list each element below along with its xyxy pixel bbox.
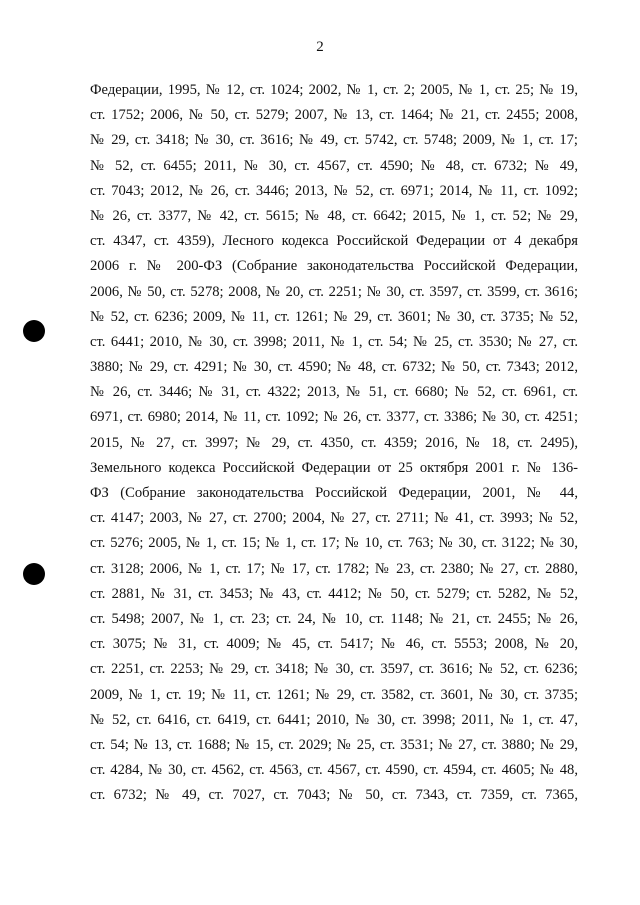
body-text-line: ст. 6732; № 49, ст. 7027, ст. 7043; № 50, ст. 7343, ст. 7359, ст. 7365, bbox=[90, 787, 578, 804]
body-text-line: ст. 3075; № 31, ст. 4009; № 45, ст. 5417; № 46, ст. 5553; 2008, № 20, bbox=[90, 636, 578, 653]
punch-hole-mark bbox=[23, 320, 45, 342]
body-text-line: Федерации, 1995, № 12, ст. 1024; 2002, № 1, ст. 2; 2005, № 1, ст. 25; № 19, bbox=[90, 82, 578, 98]
body-text-line: 3880; № 29, ст. 4291; № 30, ст. 4590; № 48, ст. 6732; № 50, ст. 7343; 2012, bbox=[90, 359, 578, 376]
body-text-line: ст. 5498; 2007, № 1, ст. 23; ст. 24, № 10, ст. 1148; № 21, ст. 2455; № 26, bbox=[90, 610, 578, 627]
page-number: 2 bbox=[316, 39, 324, 55]
body-text-line: № 29, ст. 3418; № 30, ст. 3616; № 49, ст. 5742, ст. 5748; 2009, № 1, ст. 17; bbox=[90, 132, 578, 149]
body-text-line: № 26, ст. 3377, № 42, ст. 5615; № 48, ст. 6642; 2015, № 1, ст. 52; № 29, bbox=[90, 207, 578, 224]
body-text-line: 2006, № 50, ст. 5278; 2008, № 20, ст. 2251; № 30, ст. 3597, ст. 3599, ст. 3616; bbox=[90, 283, 578, 300]
body-text-line: ст. 54; № 13, ст. 1688; № 15, ст. 2029; № 25, ст. 3531; № 27, ст. 3880; № 29, bbox=[90, 736, 578, 753]
body-text-line: ст. 7043; 2012, № 26, ст. 3446; 2013, № 52, ст. 6971; 2014, № 11, ст. 1092; bbox=[90, 182, 578, 199]
body-text-line: ФЗ (Собрание законодательства Российской Федерации, 2001, № 44, bbox=[90, 485, 578, 501]
body-text-line: ст. 6441; 2010, № 30, ст. 3998; 2011, № 1, ст. 54; № 25, ст. 3530; № 27, ст. bbox=[90, 333, 578, 350]
body-text-line: ст. 4284, № 30, ст. 4562, ст. 4563, ст. 4567, ст. 4590, ст. 4594, ст. 4605; № 48, bbox=[90, 762, 578, 779]
body-text-line: № 52, ст. 6416, ст. 6419, ст. 6441; 2010, № 30, ст. 3998; 2011, № 1, ст. 47, bbox=[90, 711, 578, 728]
body-text-line: ст. 1752; 2006, № 50, ст. 5279; 2007, № 13, ст. 1464; № 21, ст. 2455; 2008, bbox=[90, 107, 578, 124]
body-text-line: ст. 4347, ст. 4359), Лесного кодекса Российской Федерации от 4 декабря bbox=[90, 233, 578, 250]
body-text-line: № 52, ст. 6236; 2009, № 11, ст. 1261; № 29, ст. 3601; № 30, ст. 3735; № 52, bbox=[90, 308, 578, 325]
body-text-line: № 52, ст. 6455; 2011, № 30, ст. 4567, ст. 4590; № 48, ст. 6732; № 49, bbox=[90, 157, 578, 174]
punch-hole-mark bbox=[23, 563, 45, 585]
body-text-line: ст. 3128; 2006, № 1, ст. 17; № 17, ст. 1782; № 23, ст. 2380; № 27, ст. 2880, bbox=[90, 560, 578, 577]
body-text-line: ст. 5276; 2005, № 1, ст. 15; № 1, ст. 17; № 10, ст. 763; № 30, ст. 3122; № 30, bbox=[90, 535, 578, 552]
body-text-line: ст. 2251, ст. 2253; № 29, ст. 3418; № 30, ст. 3597, ст. 3616; № 52, ст. 6236; bbox=[90, 661, 578, 678]
body-text-line: ст. 4147; 2003, № 27, ст. 2700; 2004, № 27, ст. 2711; № 41, ст. 3993; № 52, bbox=[90, 510, 578, 527]
body-text-line: 2015, № 27, ст. 3997; № 29, ст. 4350, ст. 4359; 2016, № 18, ст. 2495), bbox=[90, 434, 578, 451]
body-text-line: ст. 2881, № 31, ст. 3453; № 43, ст. 4412; № 50, ст. 5279; ст. 5282, № 52, bbox=[90, 585, 578, 602]
body-text-line: 2009, № 1, ст. 19; № 11, ст. 1261; № 29, ст. 3582, ст. 3601, № 30, ст. 3735; bbox=[90, 686, 578, 703]
body-text-line: 6971, ст. 6980; 2014, № 11, ст. 1092; № 26, ст. 3377, ст. 3386; № 30, ст. 4251; bbox=[90, 409, 578, 426]
body-text-line: № 26, ст. 3446; № 31, ст. 4322; 2013, № 51, ст. 6680; № 52, ст. 6961, ст. bbox=[90, 384, 578, 401]
body-text-line: Земельного кодекса Российской Федерации от 25 октября 2001 г. № 136- bbox=[90, 459, 578, 476]
body-text-line: 2006 г. № 200-ФЗ (Собрание законодательства Российской Федерации, bbox=[90, 258, 578, 275]
document-body-text bbox=[90, 80, 578, 810]
